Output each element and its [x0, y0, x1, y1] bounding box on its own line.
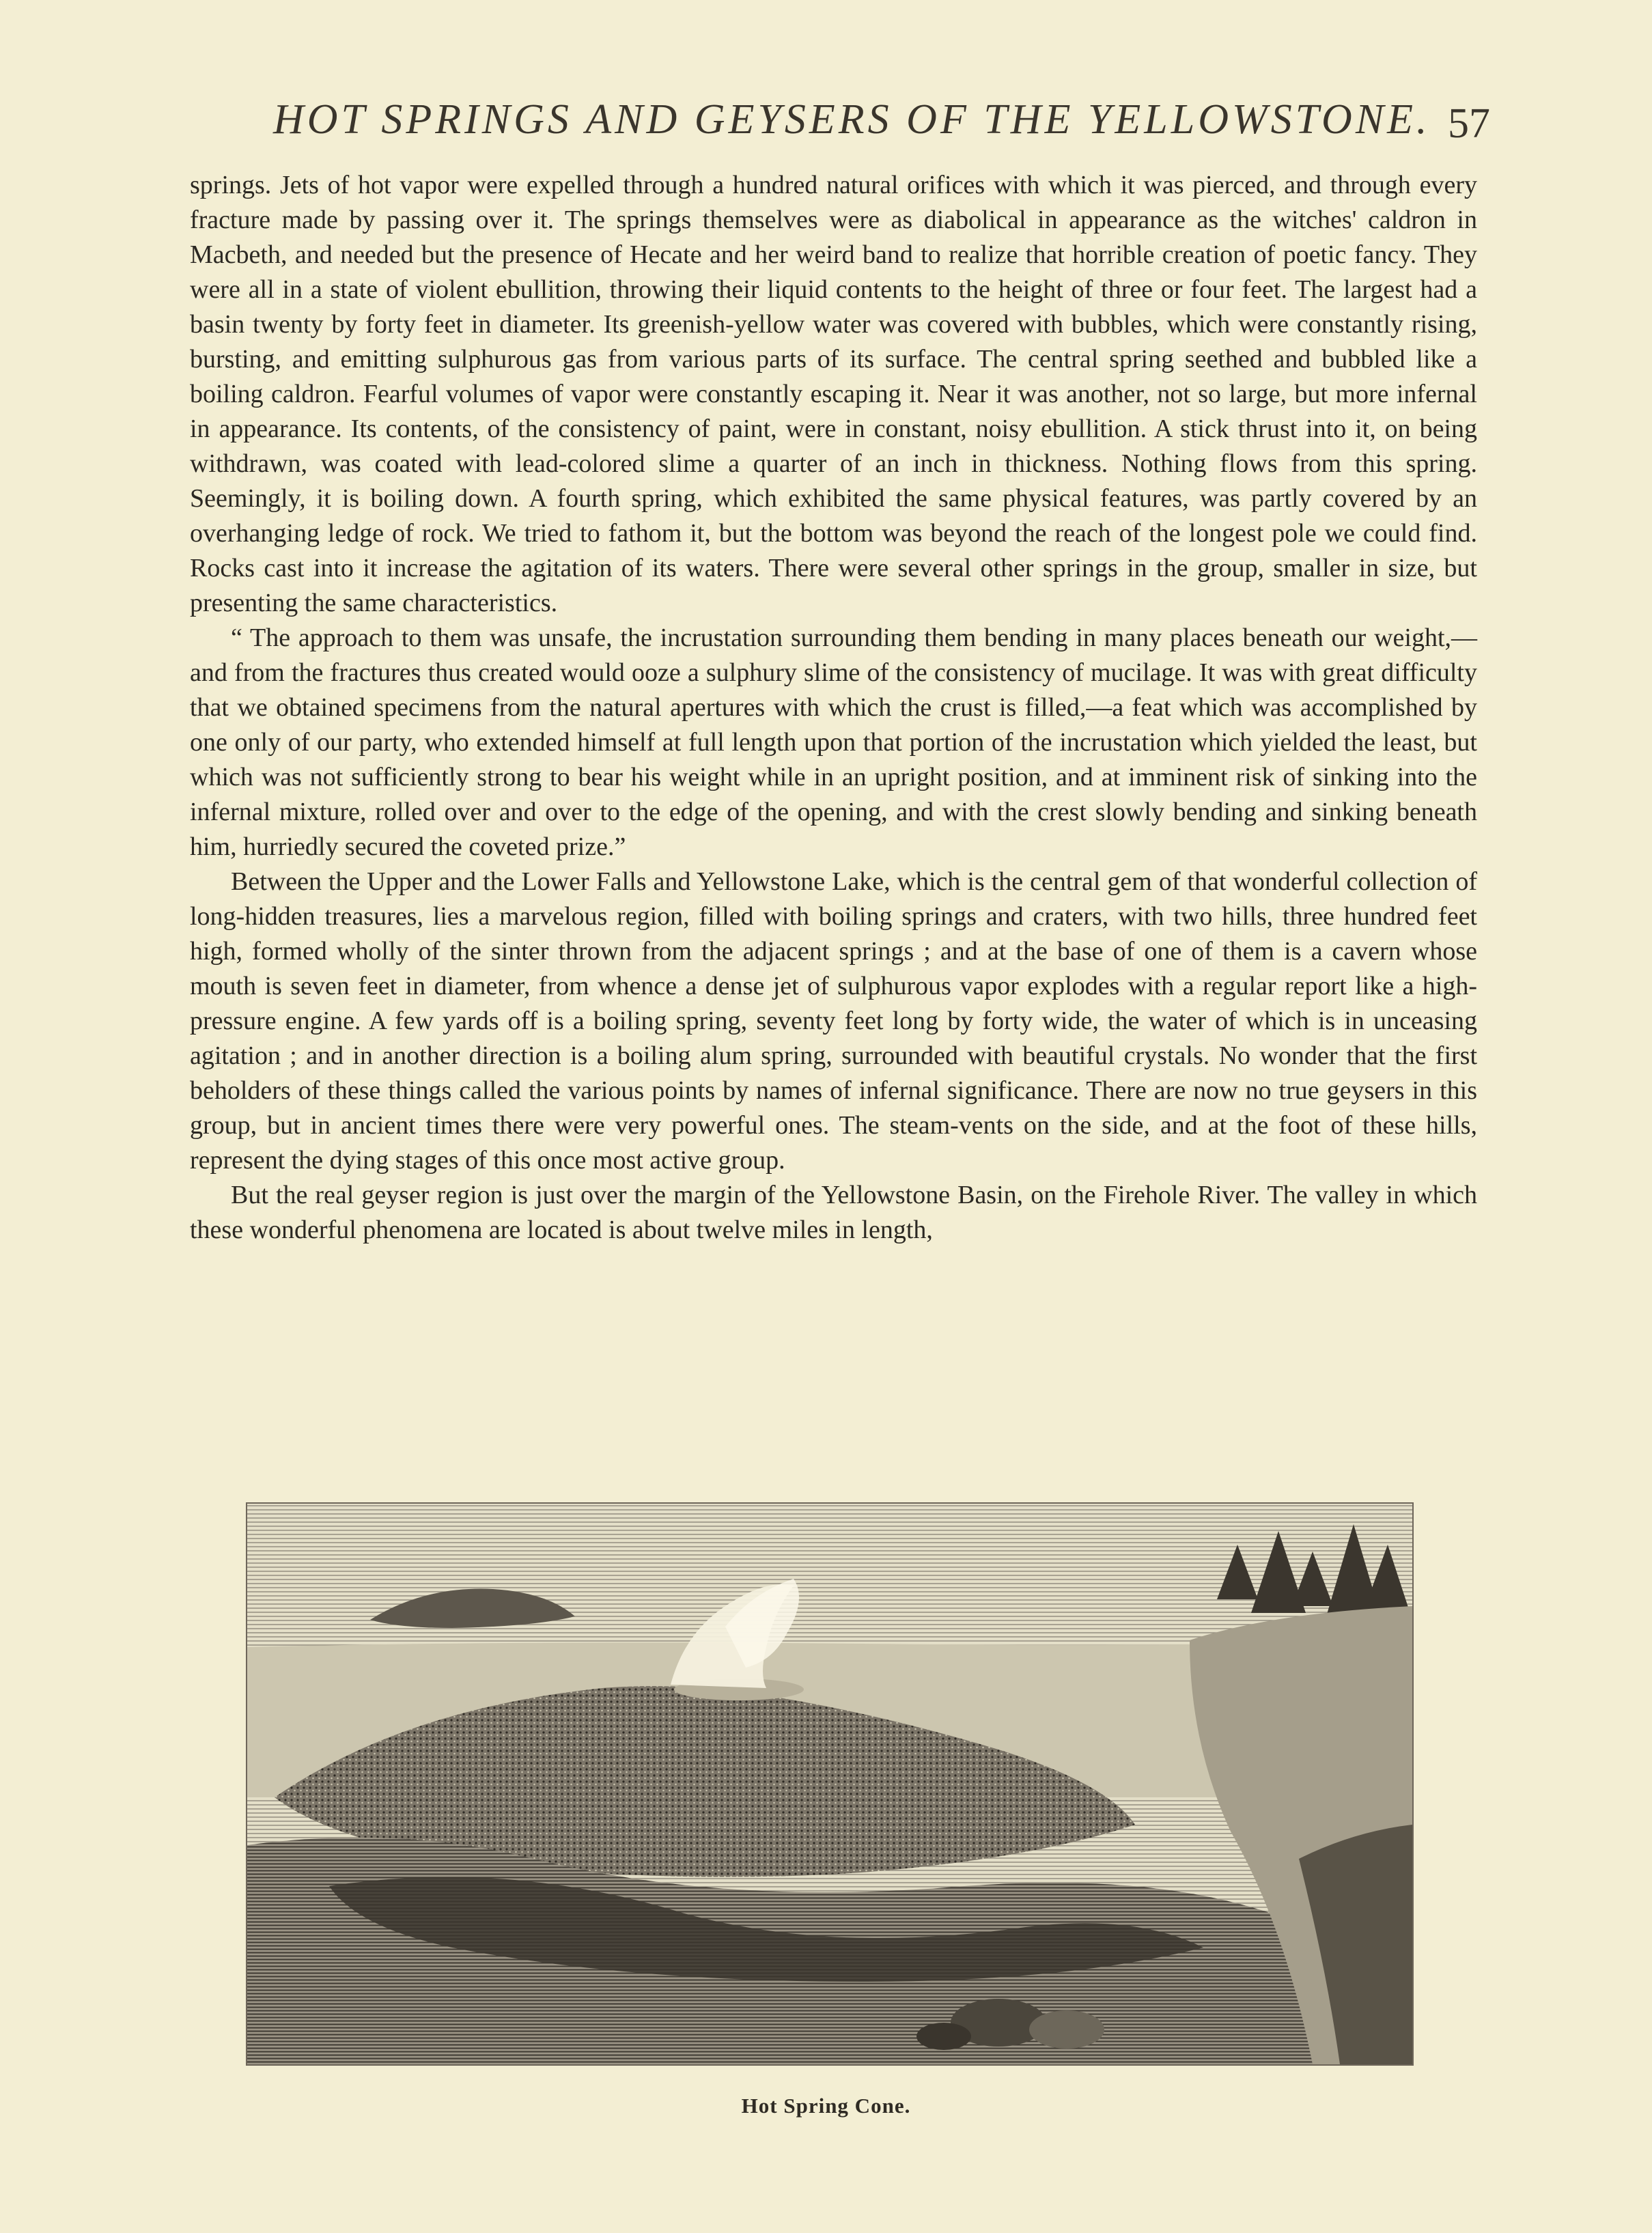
page-number: 57 [1448, 100, 1490, 147]
hot-spring-cone-engraving [246, 1502, 1414, 2066]
paragraph: Between the Upper and the Lower Falls and Yellowstone Lake, which is the central gem of that wonderful collection of long-hidden treasures, lies a marvelous region, filled with boiling springs and craters, with two hills, three hundred feet high, formed wholly of the sinter thrown from the adjacent springs ; and at the base of one of them is a cavern whose mouth is seven feet in diameter, from whence a dense jet of sulphurous vapor explodes with a regular report like a high-pressure engine. A few yards off is a boiling spring, seventy feet long by forty wide, the water of which is in unceasing agitation ; and in another direction is a boiling alum spring, surrounded with beautiful crystals. No wonder that the first beholders of these things called the various points by names of infernal significance. There are now no true geysers in this group, but in ancient times there were very powerful ones. The steam-vents on the side, and at the foot of these hills, represent the dying stages of this once most active group. [190, 867, 1477, 1175]
figure-caption: Hot Spring Cone. [741, 2094, 911, 2118]
page-header [0, 96, 1652, 157]
paragraph: springs. Jets of hot vapor were expelled through a hundred natural orifices with which it was pierced, and through every fracture made by passing over it. The springs themselves were as diabolical in appearance as the witches' caldron in Macbeth, and needed but the presence of Hecate and her weird band to realize that horrible creation of poetic fancy. They were all in a state of violent ebullition, throwing their liquid contents to the height of three or four feet. The largest had a basin twenty by forty feet in diameter. Its greenish-yellow water was covered with bubbles, which were constantly rising, bursting, and emitting sulphurous gas from various parts of its surface. The central spring seethed and bubbled like a boiling caldron. Fearful volumes of vapor were constantly escaping it. Near it was another, not so large, but more infernal in appearance. Its contents, of the consistency of paint, were in constant, noisy ebullition. A stick thrust into it, on being withdrawn, was coated with lead-colored slime a quarter of an inch in thickness. Nothing flows from this spring. Seemingly, it is boiling down. A fourth spring, which exhibited the same physical features, was partly covered by an overhanging ledge of rock. We tried to fathom it, but the bottom was beyond the reach of the longest pole we could find. Rocks cast into it increase the agitation of its waters. There were several other springs in the group, smaller in size, but presenting the same characteristics. [190, 171, 1477, 617]
running-title: HOT SPRINGS AND GEYSERS OF THE YELLOWSTONE. [273, 96, 1431, 143]
paragraph: But the real geyser region is just over the margin of the Yellowstone Basin, on the Firehole River. The valley in which these wonderful phenomena are located is about twelve miles in length, [190, 1181, 1477, 1244]
paragraph: “ The approach to them was unsafe, the incrustation surrounding them bending in many places beneath our weight,—and from the fractures thus created would ooze a sulphury slime of the consistency of mucilage. It was with great difficulty that we obtained specimens from the natural apertures with which the crust is filled,—a feat which was accomplished by one only of our party, who extended himself at full length upon that portion of the incrustation which yielded the least, but which was not sufficiently strong to bear his weight while in an upright position, and at imminent risk of sinking into the infernal mixture, rolled over and over to the edge of the opening, and with the crest slowly bending and sinking beneath him, hurriedly secured the coveted prize.” [190, 623, 1477, 861]
body-text [190, 168, 1477, 1248]
